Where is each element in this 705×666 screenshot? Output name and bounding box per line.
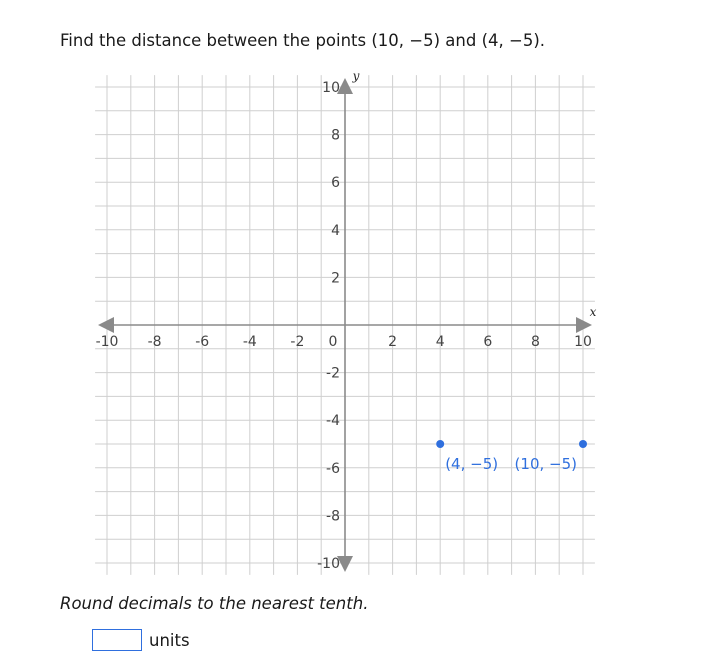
y-tick-label: -2 [326, 365, 340, 382]
y-tick-label: -4 [326, 413, 340, 430]
x-tick-label: -6 [195, 334, 210, 350]
point-label: (10, −5) [514, 455, 577, 473]
instruction-text: Round decimals to the nearest tenth. [60, 594, 369, 613]
point-label: (4, −5) [445, 455, 499, 473]
x-tick-label: 8 [530, 334, 540, 350]
x-tick-label: 10 [574, 334, 592, 350]
y-axis-label: y [352, 69, 360, 83]
x-tick-label: 2 [388, 334, 398, 350]
axes [95, 69, 597, 572]
question-text: Find the distance between the points (10, −5) and (4, −5). [60, 31, 546, 50]
x-tick-label: 0 [328, 334, 338, 350]
y-tick-label: 10 [322, 80, 340, 96]
x-tick-label: 6 [483, 334, 493, 350]
y-tick-label: 2 [331, 270, 340, 287]
x-tick-label: -10 [95, 334, 119, 350]
x-axis-label: x [589, 305, 597, 319]
y-tick-label: -8 [326, 508, 340, 525]
y-tick-labels [317, 80, 340, 572]
units-label: units [149, 630, 190, 650]
x-tick-label: -8 [147, 334, 162, 350]
x-tick-label: -4 [242, 334, 257, 350]
answer-row [92, 629, 190, 651]
y-tick-label: 8 [331, 127, 340, 144]
data-point [579, 440, 587, 448]
x-axis-arrow-right [576, 317, 592, 333]
data-point [436, 440, 444, 448]
x-tick-labels [96, 334, 592, 350]
y-tick-label: -10 [317, 556, 340, 572]
y-tick-label: 4 [331, 222, 340, 239]
y-tick-label: 6 [331, 175, 340, 192]
y-tick-label: -6 [326, 460, 340, 477]
x-axis-arrow-left [98, 317, 114, 333]
answer-input[interactable] [92, 629, 142, 651]
x-tick-label: -2 [290, 334, 305, 350]
x-tick-label: 4 [435, 334, 445, 350]
